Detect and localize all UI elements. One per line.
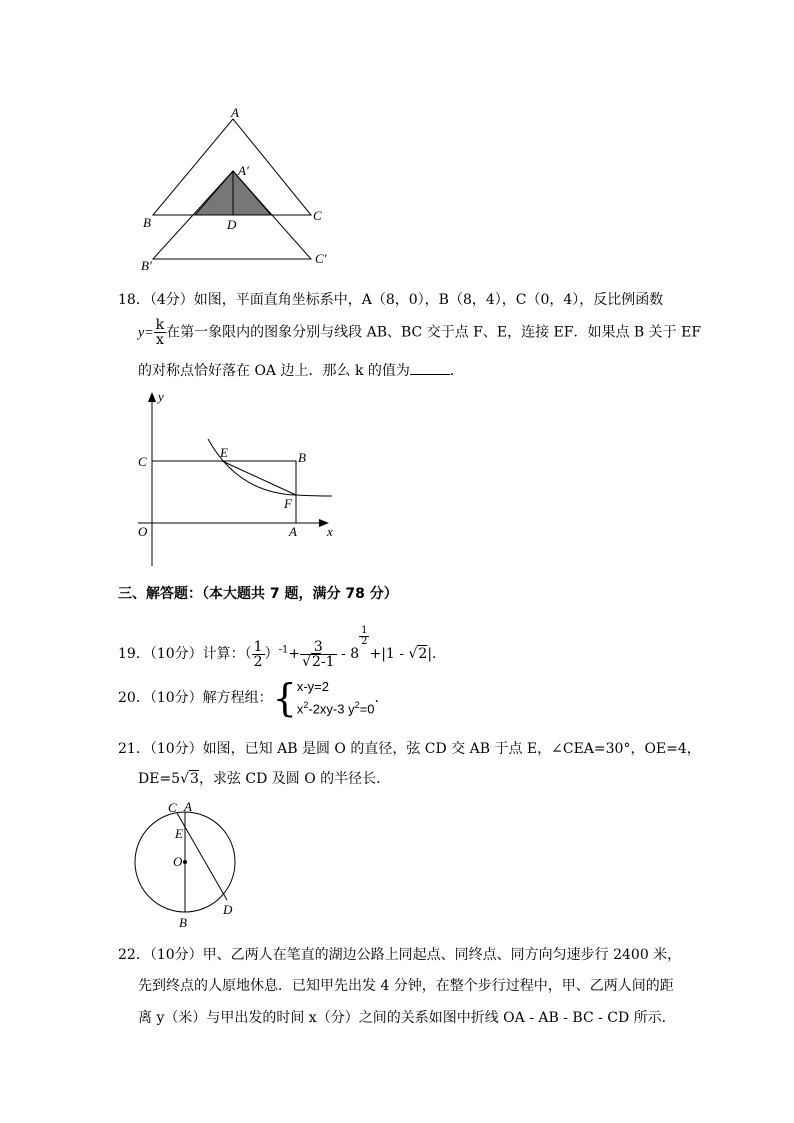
label-b: B (179, 915, 187, 930)
q19: 19．（10分）计算：（ $\frac{1}{2}$ ）$^{-1}$+ $\frac{3}{√2-1}$ - 8 $\frac{1}{2}$ +|1 - √2|． (118, 625, 447, 670)
q19-exp-num: 1 (361, 625, 368, 636)
label-e: E (175, 826, 183, 841)
q19-f2-den: √2-1 (302, 653, 335, 670)
section-heading: 三、解答题：（本大题共 7 题，满分 78 分） (118, 586, 398, 602)
q19-f2-num: 3 (300, 640, 336, 655)
segment-ef (222, 461, 296, 495)
q20-brace: { (272, 676, 297, 720)
figure-triangles (135, 105, 345, 275)
q22-line3: 离 y（米）与甲出发的时间 x（分）之间的关系如图中折线 OA - AB - BC - CD 所示． (138, 1010, 676, 1026)
label-b-prime: B′ (141, 258, 152, 273)
q19-frac-3 (300, 640, 336, 669)
q19-exp-frac (359, 626, 369, 647)
label-c: C (138, 454, 147, 469)
label-a: A (289, 524, 297, 539)
q19-abs-end: |． (427, 646, 447, 662)
q20-eq2: $x^2-2xy-3$ $y^2=0$ (296, 700, 375, 717)
q21-root: 3 (190, 771, 199, 787)
q20-label: 解方程组： (202, 690, 273, 706)
label-c: C (313, 208, 322, 223)
label-a: A (231, 105, 239, 120)
q19-score: （10分） (149, 646, 203, 662)
q20 (118, 676, 388, 720)
q18-answer-blank[interactable] (410, 374, 450, 375)
q19-abs: +|1 - (369, 646, 409, 662)
q20-system (297, 677, 375, 718)
label-o: O (138, 524, 148, 539)
q19-label: 计算： (202, 646, 245, 662)
q20-end: ． (374, 690, 389, 706)
q22-number: 22． (118, 947, 150, 963)
label-a: A (184, 799, 192, 814)
q21-number: 21． (118, 741, 150, 757)
label-d: D (223, 902, 233, 917)
q18-line2 (138, 318, 701, 347)
q19-exp-den: 2 (361, 636, 368, 647)
q18-number: 18． (118, 292, 150, 308)
label-e: E (220, 445, 228, 460)
q19-f1-num: 1 (253, 638, 263, 655)
q19-exp1: -1 (278, 644, 289, 656)
q20-eq1: x-y=2 (296, 679, 329, 695)
q19-rparen: ） (264, 646, 279, 662)
q18-line1 (118, 290, 663, 310)
q18-text: 如图，平面直角坐标系中，A（8，0），B（8，4），C（0，4），反比例函数 (193, 292, 664, 308)
q19-f2-root: 2 (311, 653, 321, 670)
q21-text2b: ，求弦 CD 及圆 O 的半径长． (198, 771, 391, 787)
q18-y-eq: y= (138, 325, 154, 341)
q18-fraction (154, 318, 166, 347)
q18-frac-num: k (155, 317, 165, 333)
label-d: D (227, 217, 237, 232)
q18-text2: 在第一象限内的图象分别与线段 AB、BC 交于点 F、E，连接 EF．如果点 B 关于 EF (166, 324, 702, 341)
q18-end: ． (449, 363, 464, 379)
q19-abs-root: 2 (418, 646, 428, 662)
label-c-prime: C′ (315, 251, 327, 266)
center-dot (183, 860, 187, 864)
q20-score: （10分） (149, 690, 203, 706)
label-a-prime: A′ (238, 163, 249, 178)
q22-line2: 先到终点的人原地休息．已知甲先出发 4 分钟，在整个步行过程中，甲、乙两人间的距 (138, 978, 674, 994)
q22-line1 (118, 945, 681, 965)
q19-f1-den: 2 (253, 653, 263, 670)
q21-text2a: DE=5 (138, 771, 181, 787)
q19-minus: - (336, 646, 351, 662)
y-arrow (148, 392, 156, 402)
q18-frac-den: x (155, 332, 164, 348)
q21-text1: 如图，已知 AB 是圆 O 的直径，弦 CD 交 AB 于点 E，∠CEA=30°，OE=4， (202, 741, 701, 757)
q19-f2-tail: -1 (320, 653, 335, 670)
q19-lparen: （ (244, 646, 252, 662)
q18-line3 (138, 361, 464, 381)
q22-score: （10分） (149, 947, 203, 963)
label-y: y (158, 389, 164, 404)
figure-circle (130, 798, 250, 930)
q22-text1: 甲、乙两人在笔直的湖边公路上同起点、同终点、同方向匀速步行 2400 米， (202, 947, 682, 963)
q19-base8: 8 (350, 646, 360, 662)
q21-score: （10分） (149, 741, 203, 757)
q21-line2: DE=5√3，求弦 CD 及圆 O 的半径长． (138, 771, 391, 787)
label-o: O (173, 854, 183, 869)
q19-plus: + (288, 646, 301, 662)
q19-frac-half (252, 640, 265, 669)
label-f: F (284, 496, 292, 511)
label-b: B (298, 450, 306, 465)
label-b: B (143, 215, 151, 230)
q18-text3: 的对称点恰好落在 OA 边上．那么 k 的值为 (138, 363, 410, 379)
label-c: C (168, 800, 177, 815)
figure-coordinate-plane (130, 388, 350, 570)
q20-number: 20． (118, 690, 150, 706)
q18-score: （4分） (149, 292, 194, 308)
q19-number: 19． (118, 646, 150, 662)
label-x: x (327, 524, 333, 539)
q21-line1 (118, 739, 701, 759)
